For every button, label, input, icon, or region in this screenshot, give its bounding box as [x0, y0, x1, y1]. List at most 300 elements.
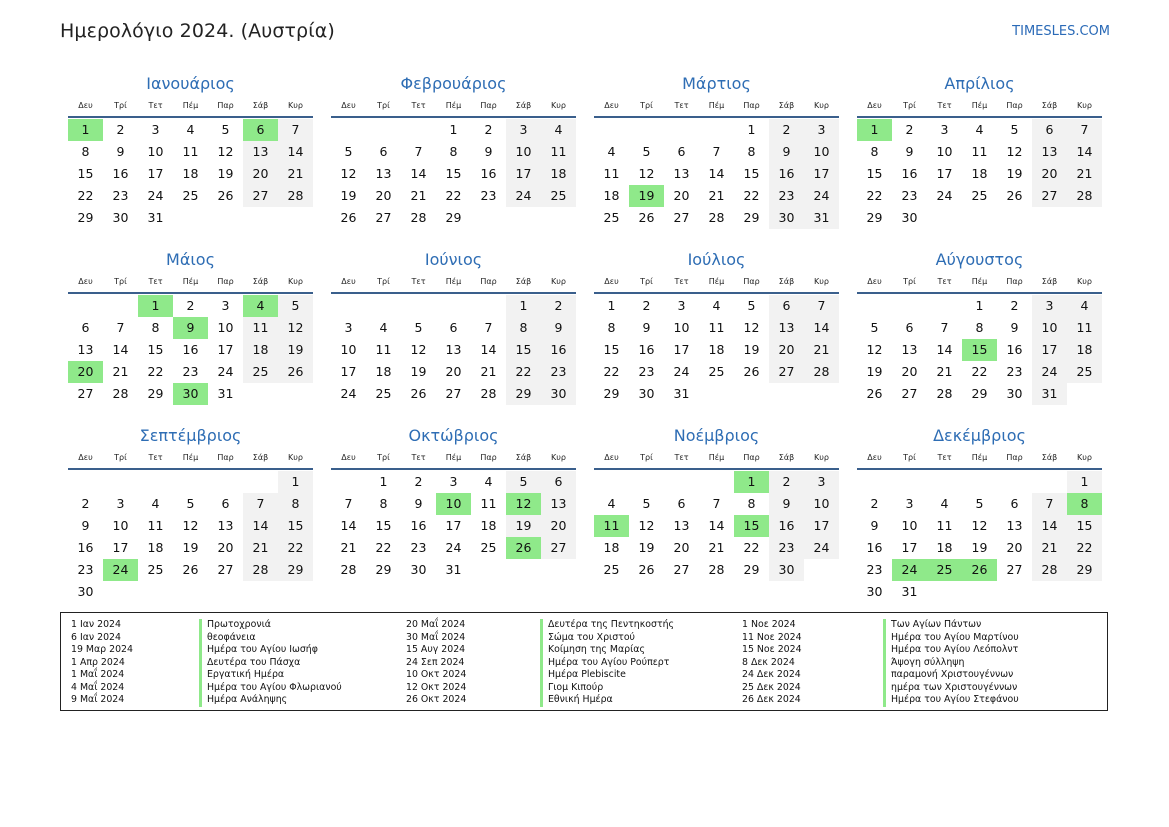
holiday-day-cell: 1 [68, 119, 103, 141]
day-cell: 25 [541, 185, 576, 207]
weekday-label: Κυρ [814, 453, 829, 462]
day-cell: 22 [1067, 537, 1102, 559]
day-cell: 9 [769, 493, 804, 515]
day-cell: 10 [506, 141, 541, 163]
day-cell: 27 [77, 386, 94, 401]
holiday-day-cell: 26 [506, 537, 541, 559]
day-cell: 21 [410, 188, 427, 203]
legend-date: 24 Δεκ 2024 [742, 669, 801, 680]
day-cell: 7 [278, 119, 313, 141]
empty-cell [173, 471, 208, 493]
day-cell: 31 [804, 207, 839, 229]
weekday-label: Τρί [903, 453, 916, 462]
day-cell: 3 [344, 320, 353, 335]
day-cell: 13 [1006, 518, 1023, 533]
day-cell: 19 [182, 540, 199, 555]
legend-holiday-name: Εθνική Ημέρα [540, 694, 674, 707]
weekday-label: Πέμ [708, 453, 725, 462]
weekday-header [68, 96, 313, 118]
day-cell: 28 [480, 386, 497, 401]
day-cell: 10 [147, 144, 164, 159]
day-cell: 21 [708, 540, 725, 555]
day-cell: 3 [151, 122, 160, 137]
day-cell: 22 [603, 364, 620, 379]
day-cell: 23 [1006, 364, 1023, 379]
day-cell: 25 [708, 364, 725, 379]
day-cell: 16 [638, 342, 655, 357]
day-cell: 16 [410, 518, 427, 533]
day-cell: 28 [340, 562, 357, 577]
holiday-day-cell: 6 [243, 119, 278, 141]
weekday-label: Τετ [411, 277, 426, 286]
legend-holiday-name: Σώμα του Χριστού [540, 632, 674, 645]
day-cell: 12 [638, 166, 655, 181]
empty-cell [892, 471, 927, 493]
empty-cell [699, 119, 734, 141]
legend-holiday-name: Ημέρα του Αγίου Λεόπολντ [883, 644, 1019, 657]
day-cell: 19 [340, 188, 357, 203]
day-grid [331, 471, 576, 581]
day-cell: 15 [77, 166, 94, 181]
weekday-label: Τρί [377, 277, 390, 286]
day-cell: 17 [901, 540, 918, 555]
day-cell: 21 [480, 364, 497, 379]
day-cell: 2 [1010, 298, 1019, 313]
day-cell: 5 [1010, 122, 1019, 137]
weekday-header [68, 272, 313, 294]
day-cell: 19 [638, 540, 655, 555]
day-cell: 18 [375, 364, 392, 379]
day-cell: 12 [217, 144, 234, 159]
empty-cell [366, 295, 401, 317]
day-cell: 22 [375, 540, 392, 555]
day-cell: 23 [112, 188, 129, 203]
day-cell: 5 [414, 320, 423, 335]
weekday-label: Κυρ [288, 101, 303, 110]
day-cell: 29 [77, 210, 94, 225]
legend-date: 8 Δεκ 2024 [742, 656, 795, 668]
day-cell: 5 [344, 144, 353, 159]
day-cell: 22 [866, 188, 883, 203]
day-cell: 8 [747, 496, 756, 511]
month-block [857, 248, 1102, 422]
day-cell: 6 [1010, 496, 1019, 511]
day-cell: 15 [1067, 515, 1102, 537]
day-cell: 7 [344, 496, 353, 511]
weekday-header [857, 448, 1102, 470]
day-cell: 9 [769, 141, 804, 163]
month-block [594, 424, 839, 598]
holiday-day-cell: 12 [506, 493, 541, 515]
day-cell: 19 [866, 364, 883, 379]
weekday-label: Σάβ [252, 277, 269, 286]
holiday-day-cell: 15 [734, 515, 769, 537]
month-block [594, 248, 839, 422]
day-cell: 4 [712, 298, 721, 313]
weekday-label: Δευ [78, 277, 93, 286]
day-cell: 30 [1006, 386, 1023, 401]
day-cell: 25 [243, 361, 278, 383]
day-cell: 4 [484, 474, 493, 489]
day-cell: 5 [221, 122, 230, 137]
day-grid [857, 295, 1102, 405]
day-cell: 9 [905, 144, 914, 159]
day-cell: 5 [747, 298, 756, 313]
day-cell: 13 [243, 141, 278, 163]
weekday-label: Δευ [867, 101, 882, 110]
day-cell: 1 [747, 122, 756, 137]
month-block [68, 248, 313, 422]
weekday-label: Πέμ [445, 453, 462, 462]
empty-cell [664, 119, 699, 141]
day-grid [68, 471, 313, 603]
weekday-header [331, 448, 576, 470]
legend-date: 15 Νοε 2024 [742, 644, 802, 655]
day-cell: 5 [870, 320, 879, 335]
day-cell: 12 [638, 518, 655, 533]
weekday-label: Πέμ [182, 277, 199, 286]
day-grid [68, 119, 313, 229]
legend-date: 9 Μαΐ 2024 [71, 694, 125, 705]
holiday-day-cell: 20 [68, 361, 103, 383]
day-cell: 30 [769, 207, 804, 229]
empty-cell [366, 119, 401, 141]
day-grid [68, 295, 313, 405]
day-cell: 3 [677, 298, 686, 313]
legend-holiday-name: Ημέρα Ανάληψης [199, 694, 342, 707]
weekday-label: Σάβ [1041, 101, 1058, 110]
day-cell: 7 [1032, 493, 1067, 515]
day-cell: 8 [747, 144, 756, 159]
empty-cell [699, 471, 734, 493]
day-cell: 8 [379, 496, 388, 511]
day-cell: 29 [743, 210, 760, 225]
day-cell: 28 [1032, 559, 1067, 581]
day-cell: 13 [77, 342, 94, 357]
weekday-label: Σάβ [515, 101, 532, 110]
weekday-label: Παρ [217, 101, 234, 110]
empty-cell [331, 295, 366, 317]
day-cell: 25 [1067, 361, 1102, 383]
day-cell: 17 [673, 342, 690, 357]
day-cell: 17 [506, 163, 541, 185]
weekday-label: Παρ [1006, 101, 1023, 110]
day-cell: 27 [375, 210, 392, 225]
day-cell: 24 [1032, 361, 1067, 383]
day-cell: 20 [445, 364, 462, 379]
day-cell: 24 [506, 185, 541, 207]
weekday-label: Τετ [937, 277, 952, 286]
weekday-label: Τρί [640, 277, 653, 286]
day-cell: 27 [445, 386, 462, 401]
day-cell: 9 [642, 320, 651, 335]
day-cell: 24 [217, 364, 234, 379]
weekday-label: Κυρ [814, 101, 829, 110]
weekday-label: Κυρ [551, 101, 566, 110]
legend-holiday-name: Κοίμηση της Μαρίας [540, 644, 674, 657]
month-name: Ιούλιος [687, 250, 746, 269]
month-name: Αύγουστος [935, 250, 1024, 269]
empty-cell [331, 471, 366, 493]
weekday-label: Τετ [148, 101, 163, 110]
day-cell: 17 [936, 166, 953, 181]
day-cell: 30 [638, 386, 655, 401]
day-cell: 5 [278, 295, 313, 317]
weekday-label: Σάβ [1041, 277, 1058, 286]
day-cell: 17 [147, 166, 164, 181]
day-cell: 2 [541, 295, 576, 317]
day-cell: 21 [278, 163, 313, 185]
weekday-label: Τρί [377, 101, 390, 110]
weekday-label: Κυρ [288, 453, 303, 462]
day-cell: 6 [677, 144, 686, 159]
day-cell: 8 [278, 493, 313, 515]
day-cell: 19 [410, 364, 427, 379]
weekday-label: Δευ [604, 453, 619, 462]
holiday-day-cell: 19 [629, 185, 664, 207]
empty-cell [594, 119, 629, 141]
empty-cell [471, 295, 506, 317]
day-cell: 14 [410, 166, 427, 181]
empty-cell [436, 295, 471, 317]
month-name: Σεπτέμβριος [139, 426, 242, 445]
day-cell: 9 [484, 144, 493, 159]
weekday-label: Σάβ [252, 453, 269, 462]
holiday-day-cell: 1 [734, 471, 769, 493]
day-grid [594, 119, 839, 229]
empty-cell [138, 471, 173, 493]
day-cell: 29 [375, 562, 392, 577]
day-cell: 16 [77, 540, 94, 555]
day-cell: 21 [1032, 537, 1067, 559]
day-cell: 10 [112, 518, 129, 533]
day-cell: 14 [708, 166, 725, 181]
day-cell: 10 [804, 493, 839, 515]
weekday-label: Σάβ [778, 453, 795, 462]
day-cell: 29 [278, 559, 313, 581]
day-cell: 30 [901, 210, 918, 225]
day-cell: 6 [221, 496, 230, 511]
day-cell: 21 [804, 339, 839, 361]
empty-cell [594, 471, 629, 493]
day-cell: 19 [217, 166, 234, 181]
day-cell: 14 [243, 515, 278, 537]
legend-holiday-name: Των Αγίων Πάντων [883, 619, 1019, 632]
empty-cell [629, 119, 664, 141]
weekday-header [331, 272, 576, 294]
day-cell: 9 [414, 496, 423, 511]
month-block [331, 248, 576, 422]
day-cell: 4 [379, 320, 388, 335]
weekday-label: Παρ [743, 453, 760, 462]
day-grid [857, 119, 1102, 229]
legend-date: 12 Οκτ 2024 [406, 681, 467, 693]
day-cell: 4 [151, 496, 160, 511]
legend-date: 1 Μαΐ 2024 [71, 669, 125, 680]
day-cell: 28 [936, 386, 953, 401]
day-cell: 20 [541, 515, 576, 537]
empty-cell [962, 471, 997, 493]
day-cell: 13 [541, 493, 576, 515]
day-cell: 28 [243, 559, 278, 581]
empty-cell [243, 471, 278, 493]
day-cell: 17 [112, 540, 129, 555]
day-cell: 1 [607, 298, 616, 313]
day-cell: 15 [743, 166, 760, 181]
weekday-label: Δευ [78, 101, 93, 110]
day-cell: 3 [449, 474, 458, 489]
holiday-legend [60, 612, 1108, 711]
day-cell: 23 [866, 562, 883, 577]
day-cell: 20 [1032, 163, 1067, 185]
weekday-label: Σάβ [1041, 453, 1058, 462]
day-cell: 4 [541, 119, 576, 141]
weekday-header [857, 96, 1102, 118]
weekday-header [594, 272, 839, 294]
day-cell: 4 [1067, 295, 1102, 317]
day-cell: 18 [1067, 339, 1102, 361]
weekday-label: Παρ [743, 277, 760, 286]
legend-holiday-name: ημέρα των Χριστουγέννων [883, 682, 1019, 695]
day-cell: 13 [375, 166, 392, 181]
month-name: Φεβρουάριος [400, 74, 507, 93]
day-cell: 22 [147, 364, 164, 379]
day-cell: 21 [936, 364, 953, 379]
day-cell: 8 [449, 144, 458, 159]
day-cell: 22 [77, 188, 94, 203]
weekday-label: Σάβ [252, 101, 269, 110]
day-cell: 10 [673, 320, 690, 335]
empty-cell [664, 471, 699, 493]
day-cell: 8 [81, 144, 90, 159]
day-cell: 11 [147, 518, 164, 533]
day-cell: 12 [340, 166, 357, 181]
day-cell: 20 [375, 188, 392, 203]
day-cell: 6 [449, 320, 458, 335]
day-cell: 24 [936, 188, 953, 203]
legend-holiday-name: Ημέρα του Αγίου Στεφάνου [883, 694, 1019, 707]
weekday-header [594, 448, 839, 470]
day-cell: 30 [541, 383, 576, 405]
legend-date: 15 Αυγ 2024 [406, 644, 466, 655]
day-cell: 2 [769, 119, 804, 141]
day-cell: 3 [1032, 295, 1067, 317]
day-cell: 18 [708, 342, 725, 357]
day-cell: 9 [1010, 320, 1019, 335]
day-cell: 11 [971, 144, 988, 159]
empty-cell [892, 295, 927, 317]
day-cell: 22 [278, 537, 313, 559]
legend-holiday-name: Πρωτοχρονιά [199, 619, 342, 632]
day-cell: 22 [743, 188, 760, 203]
month-name: Οκτώβριος [408, 426, 499, 445]
empty-cell [401, 119, 436, 141]
day-cell: 2 [642, 298, 651, 313]
day-cell: 2 [870, 496, 879, 511]
weekday-header [594, 96, 839, 118]
day-cell: 14 [936, 342, 953, 357]
weekday-label: Κυρ [1077, 101, 1092, 110]
day-cell: 25 [375, 386, 392, 401]
weekday-header [331, 96, 576, 118]
holiday-day-cell: 1 [857, 119, 892, 141]
month-name: Μάρτιος [682, 74, 751, 93]
weekday-label: Δευ [867, 277, 882, 286]
empty-cell [68, 471, 103, 493]
day-cell: 16 [480, 166, 497, 181]
day-cell: 8 [975, 320, 984, 335]
day-cell: 19 [971, 540, 988, 555]
day-cell: 29 [743, 562, 760, 577]
legend-date: 10 Οκτ 2024 [406, 669, 467, 680]
day-cell: 20 [673, 188, 690, 203]
day-cell: 20 [769, 339, 804, 361]
day-cell: 25 [603, 562, 620, 577]
weekday-label: Δευ [867, 453, 882, 462]
day-cell: 9 [116, 144, 125, 159]
holiday-day-cell: 9 [173, 317, 208, 339]
day-cell: 27 [217, 562, 234, 577]
day-cell: 31 [901, 584, 918, 599]
day-grid [331, 295, 576, 405]
day-cell: 6 [379, 144, 388, 159]
day-cell: 10 [217, 320, 234, 335]
weekday-label: Παρ [1006, 453, 1023, 462]
day-cell: 27 [1032, 185, 1067, 207]
day-cell: 11 [603, 166, 620, 181]
day-cell: 26 [638, 562, 655, 577]
day-cell: 1 [506, 295, 541, 317]
day-cell: 3 [506, 119, 541, 141]
day-cell: 31 [673, 386, 690, 401]
day-cell: 6 [1032, 119, 1067, 141]
day-cell: 1 [975, 298, 984, 313]
day-cell: 31 [217, 386, 234, 401]
day-cell: 26 [743, 364, 760, 379]
day-cell: 12 [278, 317, 313, 339]
day-cell: 10 [936, 144, 953, 159]
weekday-label: Τρί [903, 101, 916, 110]
month-name: Απρίλιος [944, 74, 1015, 93]
site-link[interactable]: TIMESLES.COM [1012, 24, 1110, 39]
day-cell: 1 [449, 122, 458, 137]
weekday-label: Πέμ [708, 101, 725, 110]
day-cell: 2 [81, 496, 90, 511]
day-cell: 18 [603, 540, 620, 555]
day-cell: 1 [278, 471, 313, 493]
day-cell: 1 [1067, 471, 1102, 493]
day-cell: 15 [506, 339, 541, 361]
weekday-label: Πέμ [182, 101, 199, 110]
day-cell: 18 [936, 540, 953, 555]
weekday-label: Πέμ [445, 101, 462, 110]
legend-date: 6 Ιαν 2024 [71, 631, 121, 643]
day-cell: 7 [243, 493, 278, 515]
empty-cell [857, 471, 892, 493]
empty-cell [68, 295, 103, 317]
day-cell: 22 [506, 361, 541, 383]
day-cell: 14 [1032, 515, 1067, 537]
day-cell: 17 [445, 518, 462, 533]
weekday-header [857, 272, 1102, 294]
legend-date: 1 Απρ 2024 [71, 656, 125, 668]
day-cell: 5 [642, 496, 651, 511]
holiday-day-cell: 11 [594, 515, 629, 537]
day-cell: 28 [804, 361, 839, 383]
day-cell: 21 [1067, 163, 1102, 185]
day-cell: 29 [506, 383, 541, 405]
day-grid [594, 295, 839, 405]
